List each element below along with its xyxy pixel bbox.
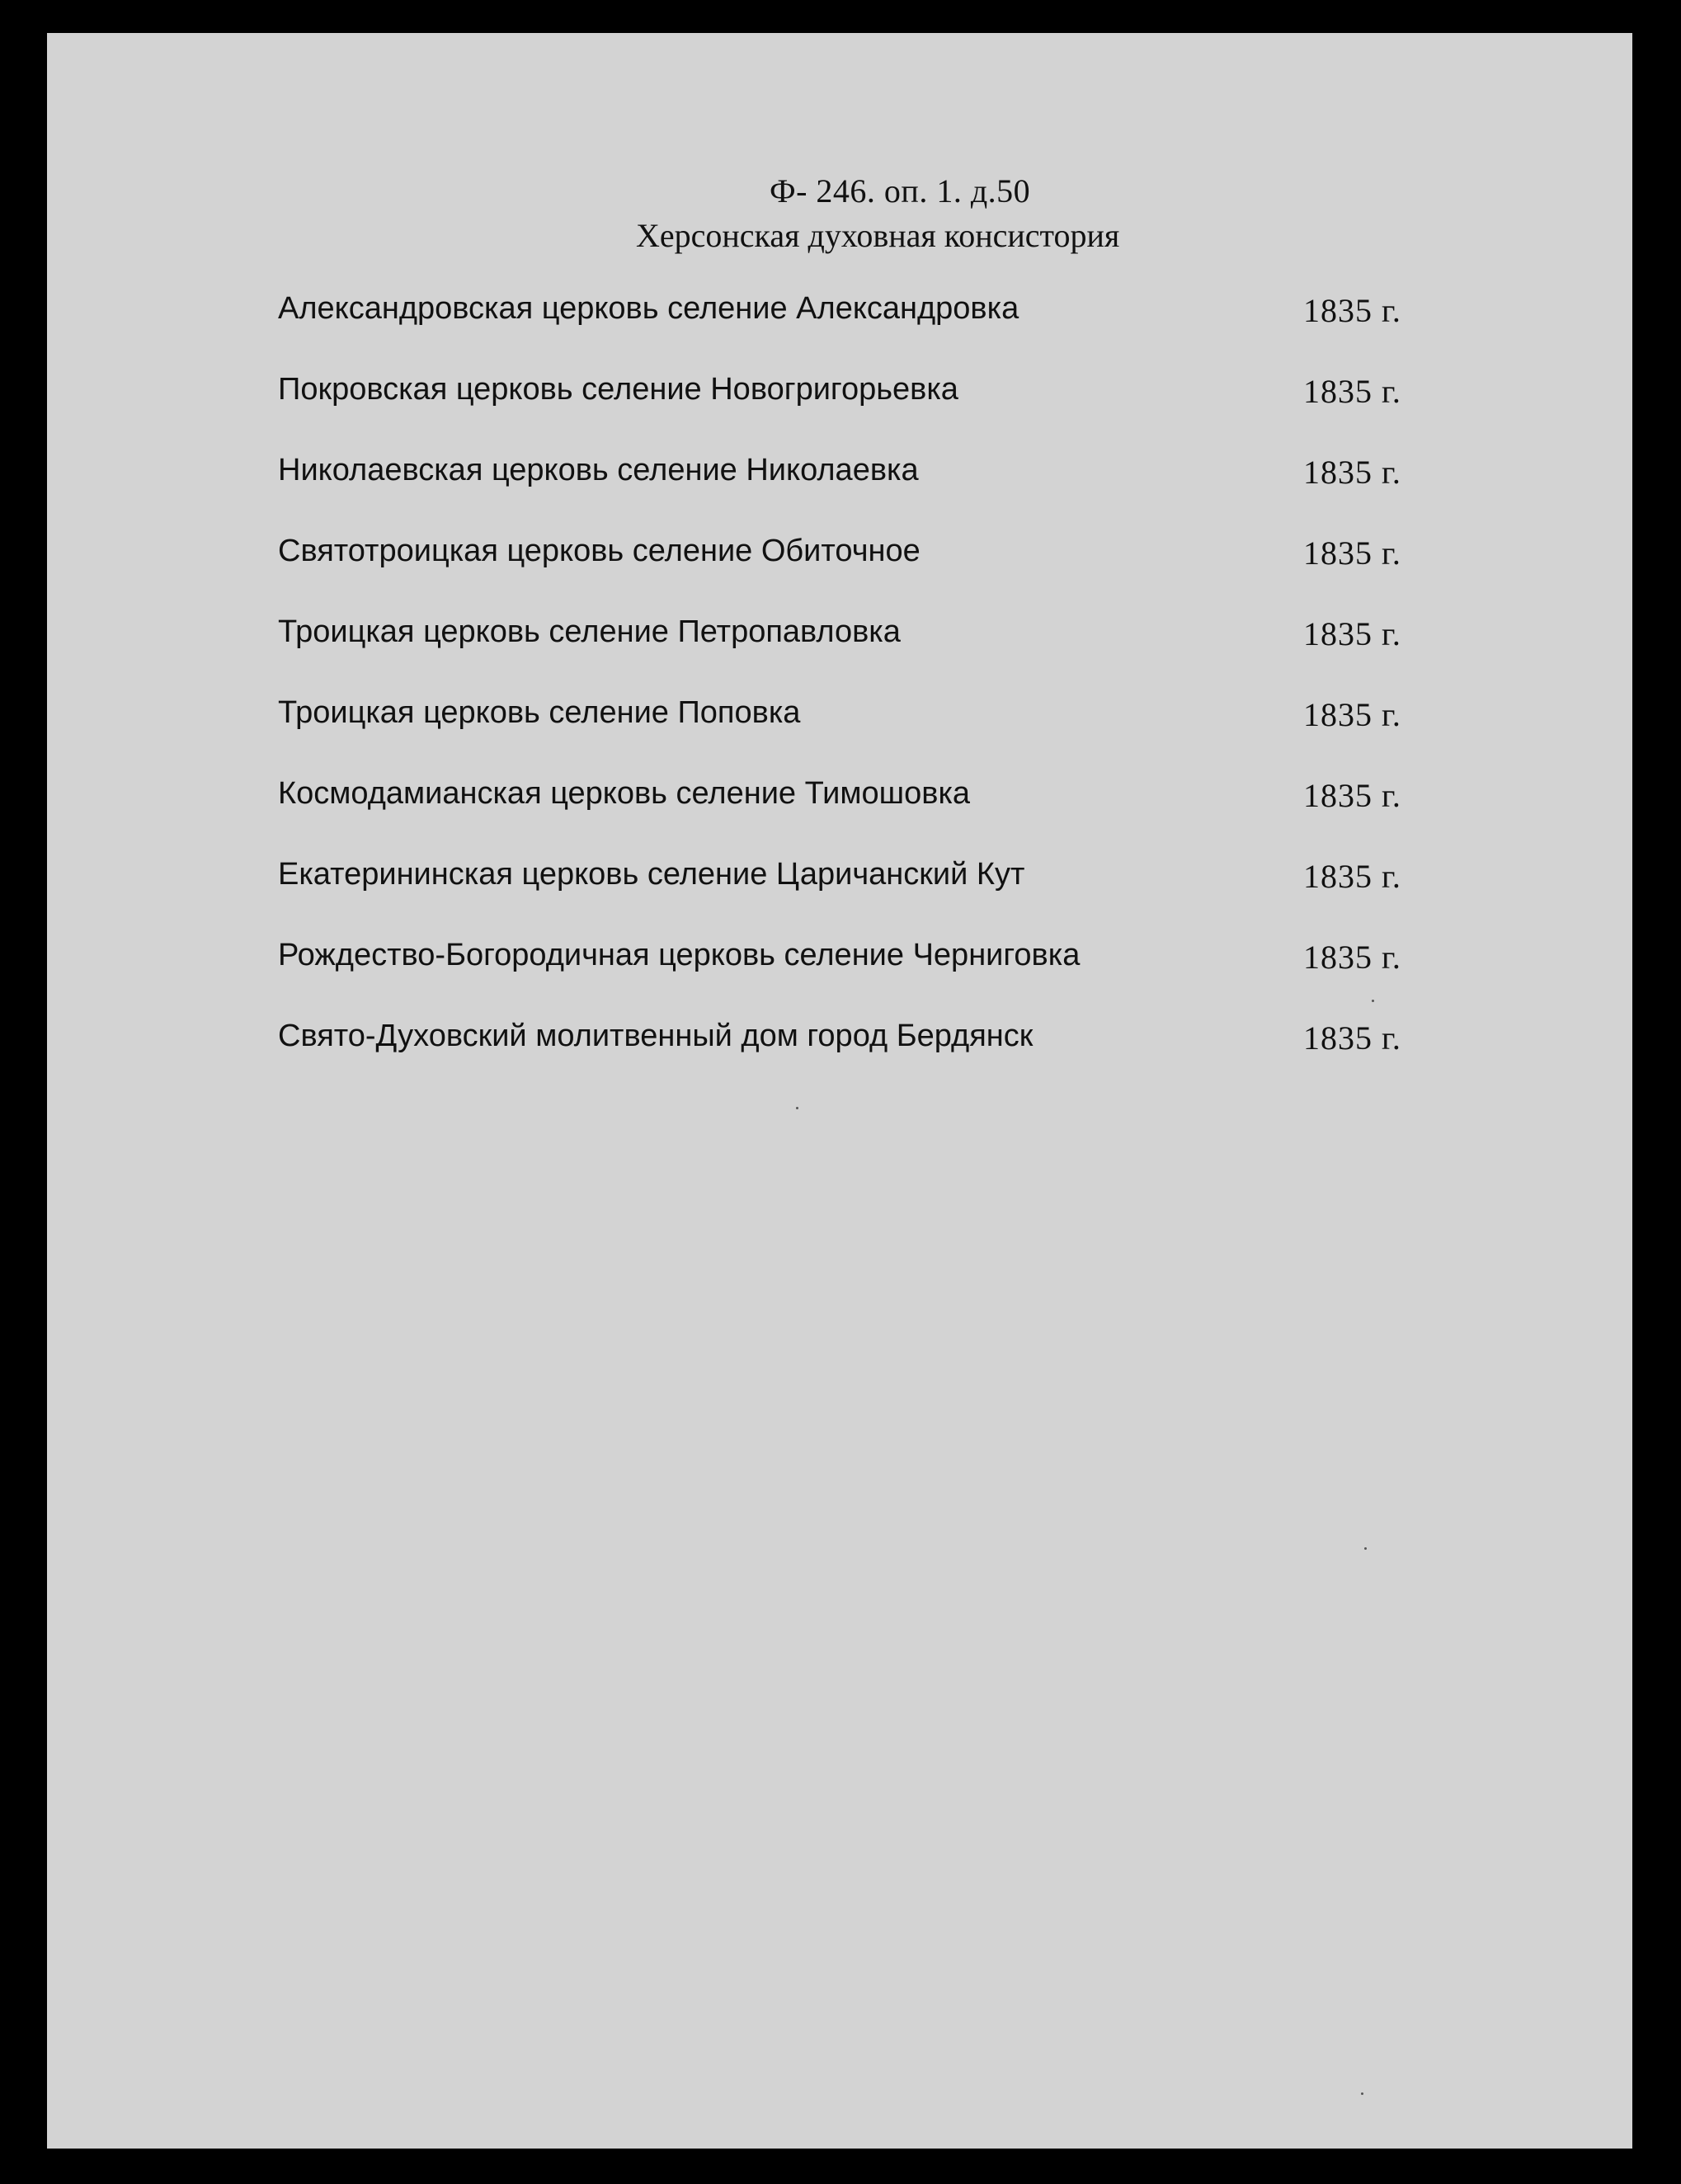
archive-reference: Ф- 246. оп. 1. д.50 [770, 172, 1031, 209]
church-name: Троицкая церковь селение Петропавловка [278, 614, 901, 649]
list-item [47, 1019, 1632, 1068]
church-name: Екатерининская церковь селение Царичанский Кут [278, 857, 1025, 892]
church-name: Троицкая церковь селение Поповка [278, 695, 801, 730]
entry-year: 1835 г. [1303, 373, 1401, 410]
list-item [47, 614, 1632, 664]
list-item [47, 372, 1632, 421]
entry-year: 1835 г. [1303, 939, 1401, 976]
entry-year: 1835 г. [1303, 1019, 1401, 1057]
list-item [47, 857, 1632, 906]
church-name: Свято-Духовский молитвенный дом город Бердянск [278, 1019, 1034, 1053]
entry-year: 1835 г. [1303, 292, 1401, 329]
list-item [47, 776, 1632, 826]
list-item [47, 291, 1632, 341]
document-page [47, 33, 1632, 2149]
entry-year: 1835 г. [1303, 858, 1401, 895]
entry-year: 1835 г. [1303, 696, 1401, 733]
scan-speck [796, 1107, 798, 1109]
list-item [47, 695, 1632, 745]
church-name: Николаевская церковь селение Николаевка [278, 453, 919, 487]
scan-speck [1364, 1547, 1367, 1550]
organization-title: Херсонская духовная консистория [636, 217, 1120, 254]
church-name: Покровская церковь селение Новогригорьевка [278, 372, 958, 407]
scan-speck [1372, 1000, 1374, 1002]
church-name: Рождество-Богородичная церковь селение Черниговка [278, 938, 1081, 972]
scan-speck [1361, 2092, 1363, 2095]
church-name: Космодамианская церковь селение Тимошовка [278, 776, 971, 811]
entry-year: 1835 г. [1303, 534, 1401, 572]
church-name: Святотроицкая церковь селение Обиточное [278, 534, 921, 568]
list-item [47, 453, 1632, 502]
church-name: Александровская церковь селение Александровка [278, 291, 1019, 326]
list-item [47, 938, 1632, 987]
entry-year: 1835 г. [1303, 615, 1401, 652]
list-item [47, 534, 1632, 583]
entry-year: 1835 г. [1303, 454, 1401, 491]
entry-year: 1835 г. [1303, 777, 1401, 814]
